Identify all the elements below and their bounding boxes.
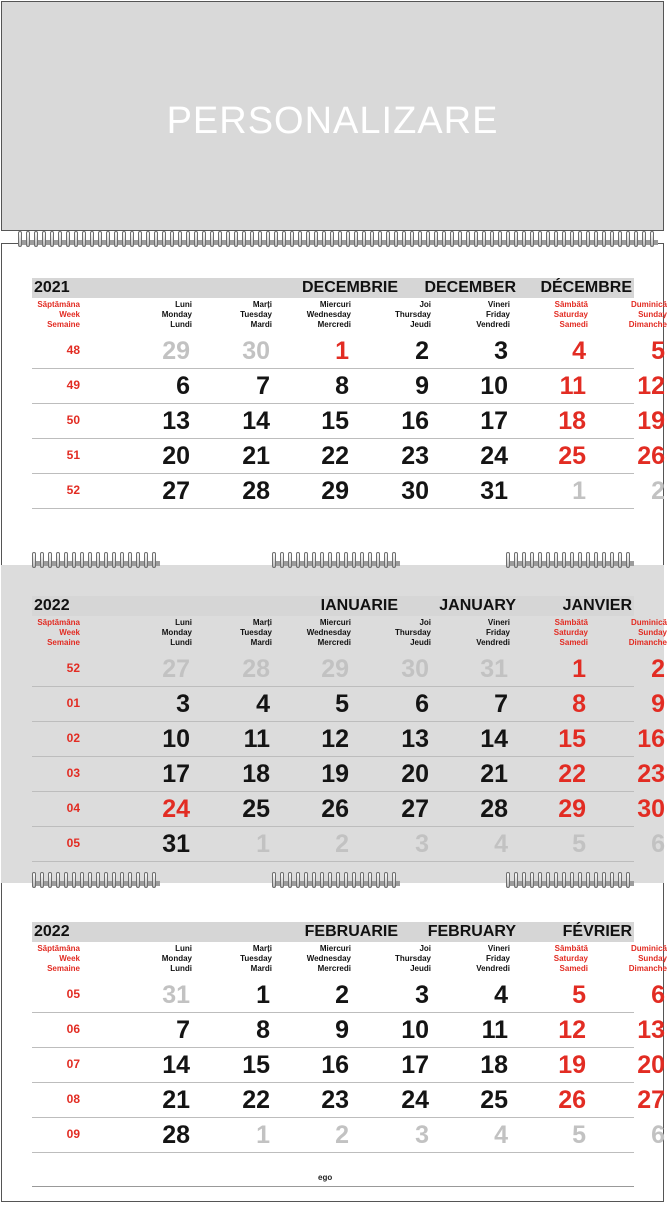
day-number: 18 bbox=[242, 760, 270, 788]
day-number: 30 bbox=[637, 795, 665, 823]
day-number: 19 bbox=[558, 1051, 586, 1079]
weekday-label: Joi Thursday Jeudi bbox=[394, 944, 431, 973]
top-spiral-binding bbox=[18, 231, 658, 247]
day-number: 19 bbox=[637, 407, 665, 435]
weekday-label: Miercuri Wednesday Mercredi bbox=[306, 300, 351, 329]
day-number: 24 bbox=[401, 1086, 429, 1114]
weekday-label: Joi Thursday Jeudi bbox=[394, 300, 431, 329]
week-row bbox=[32, 826, 665, 862]
day-number: 2 bbox=[335, 830, 349, 858]
week-row bbox=[32, 1117, 665, 1153]
week-row bbox=[32, 438, 665, 474]
week-row bbox=[32, 368, 665, 404]
day-number: 17 bbox=[480, 407, 508, 435]
day-number: 2 bbox=[335, 1121, 349, 1149]
month-name-en: FEBRUARY bbox=[427, 923, 516, 940]
day-number: 23 bbox=[401, 442, 429, 470]
day-number: 3 bbox=[176, 690, 190, 718]
day-number: 17 bbox=[162, 760, 190, 788]
month-name-en: JANUARY bbox=[439, 597, 516, 614]
day-number: 18 bbox=[558, 407, 586, 435]
day-number: 12 bbox=[558, 1016, 586, 1044]
day-number: 25 bbox=[242, 795, 270, 823]
day-number: 8 bbox=[572, 690, 586, 718]
day-number: 3 bbox=[415, 1121, 429, 1149]
personalization-header bbox=[1, 1, 664, 231]
weekday-label: Joi Thursday Jeudi bbox=[394, 618, 431, 647]
spiral-binding-3-right bbox=[506, 872, 634, 888]
day-number: 15 bbox=[242, 1051, 270, 1079]
day-number: 27 bbox=[162, 655, 190, 683]
day-number: 25 bbox=[480, 1086, 508, 1114]
day-number: 7 bbox=[256, 372, 270, 400]
week-row bbox=[32, 333, 665, 369]
week-row bbox=[32, 686, 665, 722]
day-number: 14 bbox=[480, 725, 508, 753]
day-number: 12 bbox=[321, 725, 349, 753]
week-number: 02 bbox=[66, 731, 80, 745]
day-number: 3 bbox=[415, 830, 429, 858]
day-number: 4 bbox=[572, 337, 586, 365]
day-number: 22 bbox=[242, 1086, 270, 1114]
week-row bbox=[32, 721, 665, 757]
spiral-binding-2-left bbox=[32, 552, 160, 568]
day-number: 2 bbox=[651, 655, 665, 683]
week-number: 01 bbox=[66, 696, 80, 710]
month-header-bar bbox=[32, 922, 634, 942]
day-number: 13 bbox=[637, 1016, 665, 1044]
day-number: 26 bbox=[558, 1086, 586, 1114]
day-number: 1 bbox=[335, 337, 349, 365]
week-number: 04 bbox=[66, 801, 80, 815]
day-number: 31 bbox=[162, 830, 190, 858]
day-number: 27 bbox=[162, 477, 190, 505]
day-number: 23 bbox=[321, 1086, 349, 1114]
week-row bbox=[32, 791, 665, 827]
weekday-label: Miercuri Wednesday Mercredi bbox=[306, 944, 351, 973]
day-number: 1 bbox=[256, 830, 270, 858]
day-number: 5 bbox=[572, 830, 586, 858]
week-label: Săptămâna Week Semaine bbox=[37, 944, 80, 973]
day-number: 28 bbox=[480, 795, 508, 823]
week-row bbox=[32, 403, 665, 439]
day-number: 17 bbox=[401, 1051, 429, 1079]
day-number: 21 bbox=[242, 442, 270, 470]
day-number: 5 bbox=[572, 981, 586, 1009]
day-number: 14 bbox=[242, 407, 270, 435]
day-number: 29 bbox=[321, 477, 349, 505]
week-row bbox=[32, 1012, 665, 1048]
day-number: 11 bbox=[559, 372, 586, 400]
week-number: 05 bbox=[66, 987, 80, 1001]
day-number: 1 bbox=[572, 477, 586, 505]
day-number: 9 bbox=[335, 1016, 349, 1044]
day-number: 10 bbox=[401, 1016, 429, 1044]
month-name-en: DECEMBER bbox=[424, 279, 516, 296]
day-number: 12 bbox=[637, 372, 665, 400]
week-row bbox=[32, 977, 665, 1013]
day-number: 28 bbox=[162, 1121, 190, 1149]
weekday-label: Duminică Sunday Dimanche bbox=[628, 944, 667, 973]
day-number: 27 bbox=[637, 1086, 665, 1114]
week-number: 06 bbox=[66, 1022, 80, 1036]
day-number: 6 bbox=[651, 830, 665, 858]
day-number: 11 bbox=[481, 1016, 508, 1044]
day-number: 5 bbox=[335, 690, 349, 718]
day-number: 15 bbox=[321, 407, 349, 435]
day-number: 10 bbox=[480, 372, 508, 400]
week-number: 03 bbox=[66, 766, 80, 780]
brand-logo: ego bbox=[318, 1173, 333, 1182]
weekday-label: Sâmbătă Saturday Samedi bbox=[553, 300, 588, 329]
weekday-label: Sâmbătă Saturday Samedi bbox=[553, 944, 588, 973]
week-number: 08 bbox=[66, 1092, 80, 1106]
day-number: 31 bbox=[480, 655, 508, 683]
day-number: 5 bbox=[572, 1121, 586, 1149]
day-number: 4 bbox=[494, 981, 508, 1009]
weekday-label: Sâmbătă Saturday Samedi bbox=[553, 618, 588, 647]
week-row bbox=[32, 473, 665, 509]
day-number: 20 bbox=[637, 1051, 665, 1079]
weekday-label: Luni Monday Lundi bbox=[161, 618, 192, 647]
day-number: 22 bbox=[321, 442, 349, 470]
week-label: Săptămâna Week Semaine bbox=[37, 300, 80, 329]
day-number: 28 bbox=[242, 655, 270, 683]
day-number: 13 bbox=[401, 725, 429, 753]
day-number: 4 bbox=[256, 690, 270, 718]
day-number: 1 bbox=[256, 981, 270, 1009]
weekday-label: Duminică Sunday Dimanche bbox=[628, 618, 667, 647]
week-number: 48 bbox=[66, 343, 80, 357]
weekday-label: Luni Monday Lundi bbox=[161, 300, 192, 329]
day-number: 21 bbox=[480, 760, 508, 788]
day-number: 2 bbox=[335, 981, 349, 1009]
week-number: 52 bbox=[66, 661, 80, 675]
spiral-binding-2-right bbox=[506, 552, 634, 568]
day-number: 2 bbox=[415, 337, 429, 365]
year-label: 2022 bbox=[34, 923, 70, 940]
day-number: 29 bbox=[558, 795, 586, 823]
day-number: 7 bbox=[494, 690, 508, 718]
month-name-ro: FEBRUARIE bbox=[304, 923, 398, 940]
day-number: 6 bbox=[651, 981, 665, 1009]
month-header-bar bbox=[32, 278, 634, 298]
day-number: 6 bbox=[176, 372, 190, 400]
day-number: 11 bbox=[243, 725, 270, 753]
spiral-binding-3-left bbox=[32, 872, 160, 888]
day-number: 1 bbox=[572, 655, 586, 683]
weekday-label: Marți Tuesday Mardi bbox=[240, 300, 272, 329]
day-number: 8 bbox=[335, 372, 349, 400]
day-number: 16 bbox=[401, 407, 429, 435]
month-name-fr: DÉCEMBRE bbox=[540, 279, 632, 296]
weekday-label: Vineri Friday Vendredi bbox=[476, 300, 510, 329]
weekday-label: Luni Monday Lundi bbox=[161, 944, 192, 973]
weekday-label: Marți Tuesday Mardi bbox=[240, 944, 272, 973]
day-number: 20 bbox=[162, 442, 190, 470]
day-number: 27 bbox=[401, 795, 429, 823]
day-number: 5 bbox=[651, 337, 665, 365]
day-number: 30 bbox=[242, 337, 270, 365]
day-number: 4 bbox=[494, 1121, 508, 1149]
day-number: 31 bbox=[162, 981, 190, 1009]
day-number: 13 bbox=[162, 407, 190, 435]
day-number: 30 bbox=[401, 655, 429, 683]
spiral-binding-3-center bbox=[272, 872, 400, 888]
weekday-label: Duminică Sunday Dimanche bbox=[628, 300, 667, 329]
weekday-label: Vineri Friday Vendredi bbox=[476, 944, 510, 973]
day-number: 21 bbox=[162, 1086, 190, 1114]
weekday-label: Vineri Friday Vendredi bbox=[476, 618, 510, 647]
week-number: 52 bbox=[66, 483, 80, 497]
day-number: 28 bbox=[242, 477, 270, 505]
week-number: 05 bbox=[66, 836, 80, 850]
week-row bbox=[32, 756, 665, 792]
year-label: 2021 bbox=[34, 279, 70, 296]
week-row bbox=[32, 651, 665, 687]
day-number: 26 bbox=[637, 442, 665, 470]
day-number: 9 bbox=[415, 372, 429, 400]
day-number: 24 bbox=[480, 442, 508, 470]
day-number: 6 bbox=[415, 690, 429, 718]
day-number: 20 bbox=[401, 760, 429, 788]
day-number: 10 bbox=[162, 725, 190, 753]
day-number: 19 bbox=[321, 760, 349, 788]
day-number: 4 bbox=[494, 830, 508, 858]
day-number: 9 bbox=[651, 690, 665, 718]
day-number: 14 bbox=[162, 1051, 190, 1079]
day-number: 15 bbox=[558, 725, 586, 753]
day-number: 29 bbox=[162, 337, 190, 365]
month-name-fr: JANVIER bbox=[562, 597, 632, 614]
day-number: 8 bbox=[256, 1016, 270, 1044]
day-number: 16 bbox=[637, 725, 665, 753]
week-number: 09 bbox=[66, 1127, 80, 1141]
day-number: 3 bbox=[415, 981, 429, 1009]
day-number: 3 bbox=[494, 337, 508, 365]
day-number: 31 bbox=[480, 477, 508, 505]
week-row bbox=[32, 1082, 665, 1118]
weekday-label: Marți Tuesday Mardi bbox=[240, 618, 272, 647]
day-number: 23 bbox=[637, 760, 665, 788]
day-number: 25 bbox=[558, 442, 586, 470]
day-number: 18 bbox=[480, 1051, 508, 1079]
month-name-ro: IANUARIE bbox=[320, 597, 398, 614]
day-number: 30 bbox=[401, 477, 429, 505]
month-name-ro: DECEMBRIE bbox=[301, 279, 398, 296]
footer-line bbox=[32, 1186, 634, 1187]
week-label: Săptămâna Week Semaine bbox=[37, 618, 80, 647]
day-number: 26 bbox=[321, 795, 349, 823]
spiral-binding-2-center bbox=[272, 552, 400, 568]
month-header-bar bbox=[32, 596, 634, 616]
week-number: 07 bbox=[66, 1057, 80, 1071]
week-number: 51 bbox=[66, 448, 80, 462]
day-number: 1 bbox=[256, 1121, 270, 1149]
month-name-fr: FÉVRIER bbox=[562, 923, 632, 940]
week-number: 49 bbox=[66, 378, 80, 392]
day-number: 16 bbox=[321, 1051, 349, 1079]
day-number: 2 bbox=[651, 477, 665, 505]
week-row bbox=[32, 1047, 665, 1083]
day-number: 6 bbox=[651, 1121, 665, 1149]
year-label: 2022 bbox=[34, 597, 70, 614]
day-number: 24 bbox=[162, 795, 190, 823]
header-title: PERSONALIZARE bbox=[166, 100, 499, 142]
day-number: 7 bbox=[176, 1016, 190, 1044]
weekday-label: Miercuri Wednesday Mercredi bbox=[306, 618, 351, 647]
day-number: 29 bbox=[321, 655, 349, 683]
week-number: 50 bbox=[66, 413, 80, 427]
day-number: 22 bbox=[558, 760, 586, 788]
